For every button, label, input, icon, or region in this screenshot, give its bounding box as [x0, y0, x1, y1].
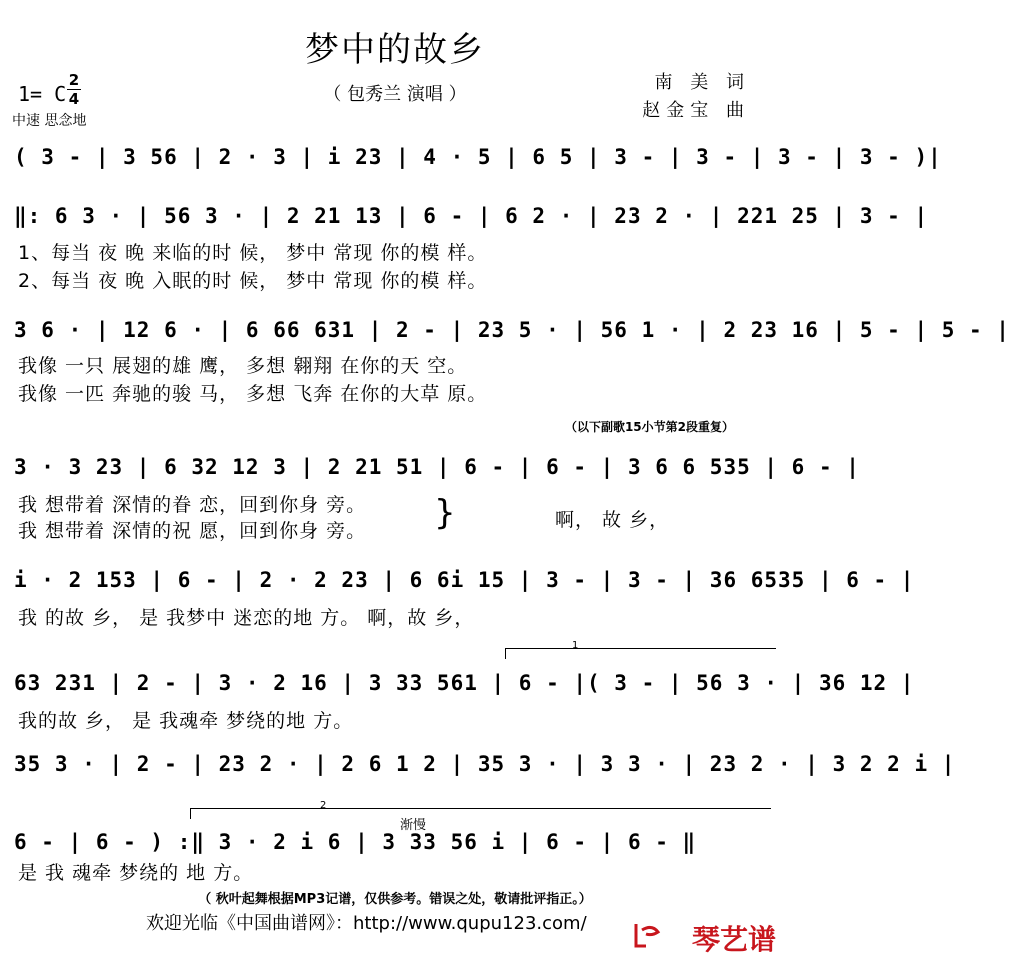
- notation-row-5: 63 231 | 2 - | 3 · 2 16 | 3 33 561 | 6 - |( 3 - | 56 3 · | 36 12 |: [14, 671, 915, 695]
- time-signature-bottom: 4: [68, 90, 80, 108]
- lyric-row-3-verse-2: 我 想带着 深情的祝 愿，回到你身 旁。: [18, 520, 367, 542]
- time-signature-top: 2: [68, 71, 80, 89]
- lyric-row-2-verse-1: 我像 一只 展翅的雄 鹰， 多想 翱翔 在你的天 空。: [18, 355, 468, 377]
- volta-1-bracket: [505, 648, 776, 659]
- notation-row-intro: ( 3 - | 3 56 | 2 · 3 | i 23 | 4 · 5 | 6 5 | 3 - | 3 - | 3 - | 3 - )|: [14, 145, 942, 169]
- notation-row-3: 3 · 3 23 | 6 32 12 3 | 2 21 51 | 6 - | 6 - | 3 6 6 535 | 6 - |: [14, 455, 860, 479]
- volta-1-number: 1: [572, 640, 579, 651]
- lyric-row-7: 是 我 魂牵 梦绕的 地 方。: [18, 862, 254, 884]
- time-signature: [66, 72, 82, 107]
- website-welcome: 欢迎光临《中国曲谱网》：http://www.qupu123.com/: [146, 913, 587, 934]
- transcription-disclaimer: （ 秋叶起舞根据MP3记谱，仅供参考。错误之处，敬请批评指正。）: [198, 892, 592, 907]
- notation-row-7: 6 - | 6 - ) :‖ 3 · 2 i 6 | 3 33 56 i | 6 - | 6 - ‖: [14, 830, 697, 854]
- lyric-row-4: 我 的故 乡， 是 我梦中 迷恋的地 方。 啊，故 乡，: [18, 607, 475, 629]
- tempo-marking: 中速 思念地: [12, 113, 87, 129]
- performer-subtitle: （ 包秀兰 演唱 ）: [323, 84, 467, 105]
- composer-credit: 赵金宝 曲: [642, 100, 750, 121]
- notation-row-4: i · 2 153 | 6 - | 2 · 2 23 | 6 6i 15 | 3 - | 3 - | 36 6535 | 6 - |: [14, 568, 915, 592]
- key-signature: 1= C: [18, 82, 67, 106]
- song-title: 梦中的故乡: [305, 30, 485, 70]
- notation-row-1: ‖: 6 3 · | 56 3 · | 2 21 13 | 6 - | 6 2 · | 23 2 · | 221 25 | 3 - |: [14, 204, 929, 228]
- lyricist-credit: 南 美 词: [654, 72, 750, 93]
- qinyipu-logo-text: 琴艺谱: [691, 923, 776, 956]
- tempo-slowing-mark: 渐慢: [400, 818, 427, 833]
- notation-row-2: 3 6 · | 12 6 · | 6 66 631 | 2 - | 23 5 · | 56 1 · | 2 23 16 | 5 - | 5 - |: [14, 318, 1010, 342]
- notation-row-6: 35 3 · | 2 - | 23 2 · | 2 6 1 2 | 35 3 · | 3 3 · | 23 2 · | 3 2 2 i |: [14, 752, 956, 776]
- lyric-row-3-verse-1: 我 想带着 深情的眷 恋，回到你身 旁。: [18, 494, 367, 516]
- lyric-row-1-verse-1: 1、每当 夜 晚 来临的时 候， 梦中 常现 你的模 样。: [18, 242, 488, 264]
- volta-2-number: 2: [320, 800, 327, 811]
- lyric-row-1-verse-2: 2、每当 夜 晚 入眠的时 候， 梦中 常现 你的模 样。: [18, 270, 488, 292]
- verse-brace: }: [434, 493, 456, 533]
- repeat-note: （以下副歌15小节第2段重复）: [564, 420, 734, 434]
- lyric-row-2-verse-2: 我像 一匹 奔驰的骏 马， 多想 飞奔 在你的大草 原。: [18, 383, 488, 405]
- qinyipu-logo-icon: [632, 920, 662, 950]
- lyric-row-5: 我的故 乡， 是 我魂牵 梦绕的地 方。: [18, 710, 354, 732]
- chorus-lyric: 啊， 故 乡，: [555, 509, 670, 531]
- volta-2-bracket: [190, 808, 771, 819]
